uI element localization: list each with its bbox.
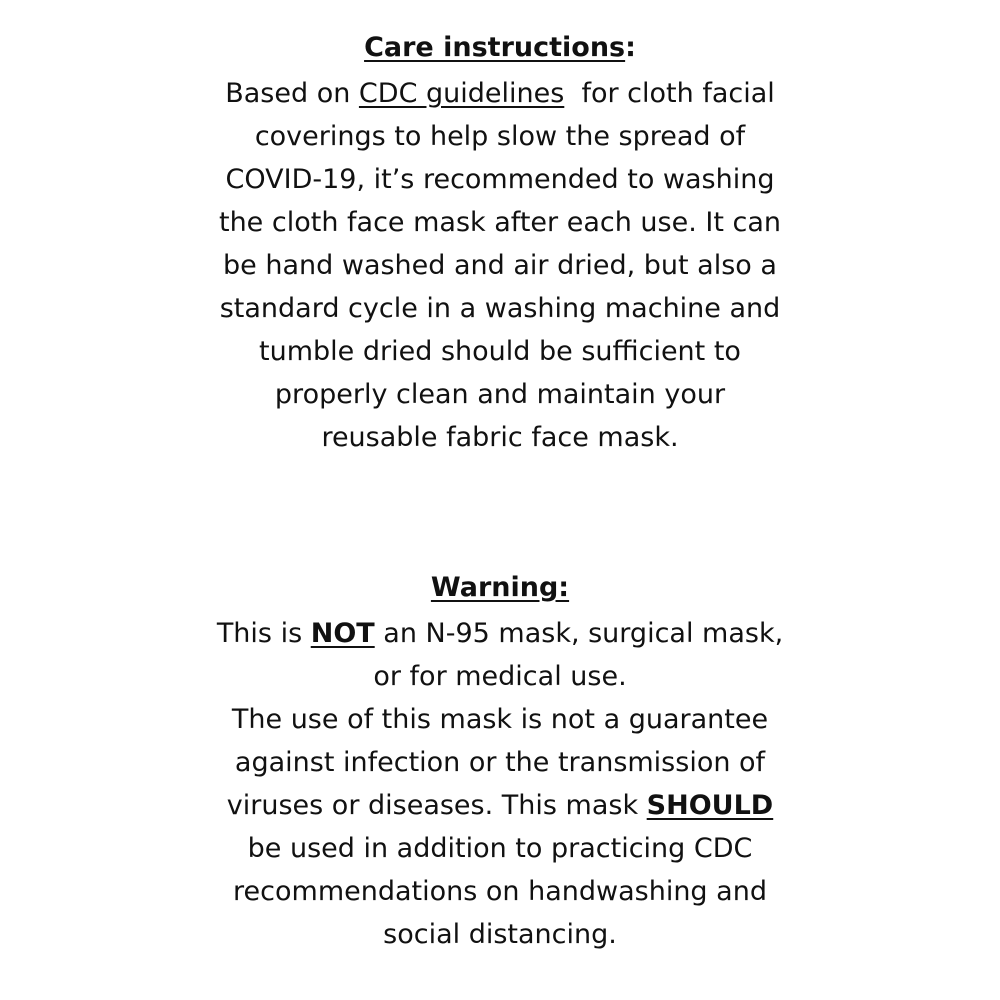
warning-line-text: This is [216, 618, 311, 649]
care-line-text: Based on [225, 78, 359, 109]
care-line: reusable fabric face mask. [321, 422, 679, 453]
care-line: be hand washed and air dried, but also a [223, 250, 777, 281]
warning-heading-text: Warning: [430, 572, 570, 603]
care-instructions-heading-colon: : [625, 32, 636, 63]
warning-line: social distancing. [383, 919, 617, 950]
warning-line: be used in addition to practicing CDC [247, 833, 753, 864]
care-line-text: for cloth facial [564, 78, 775, 109]
warning-line: or for medical use. [373, 661, 627, 692]
warning-line [0, 784, 1000, 827]
not-emphasis: NOT [310, 618, 375, 649]
care-instructions-heading-text: Care instructions [364, 32, 626, 63]
care-instructions-section [0, 28, 1000, 459]
warning-line [0, 612, 1000, 655]
cdc-guidelines-link[interactable]: CDC guidelines [358, 78, 565, 109]
care-line: standard cycle in a washing machine and [219, 293, 781, 324]
care-line: tumble dried should be sufficient to [259, 336, 741, 367]
care-instructions-heading [0, 28, 1000, 68]
warning-paragraph [0, 612, 1000, 956]
care-line [0, 72, 1000, 115]
warning-line-text: viruses or diseases. This mask [226, 790, 647, 821]
care-line: coverings to help slow the spread of [254, 121, 746, 152]
care-line: properly clean and maintain your [274, 379, 726, 410]
should-emphasis: SHOULD [646, 790, 774, 821]
warning-line: recommendations on handwashing and [233, 876, 767, 907]
care-line: the cloth face mask after each use. It can [218, 207, 781, 238]
care-line: COVID-19, it’s recommended to washing [225, 164, 775, 195]
care-instructions-paragraph [0, 72, 1000, 459]
warning-line: against infection or the transmission of [234, 747, 766, 778]
warning-line: The use of this mask is not a guarantee [231, 704, 769, 735]
warning-line-text: an N-95 mask, surgical mask, [374, 618, 784, 649]
warning-section [0, 568, 1000, 956]
warning-heading [0, 568, 1000, 608]
